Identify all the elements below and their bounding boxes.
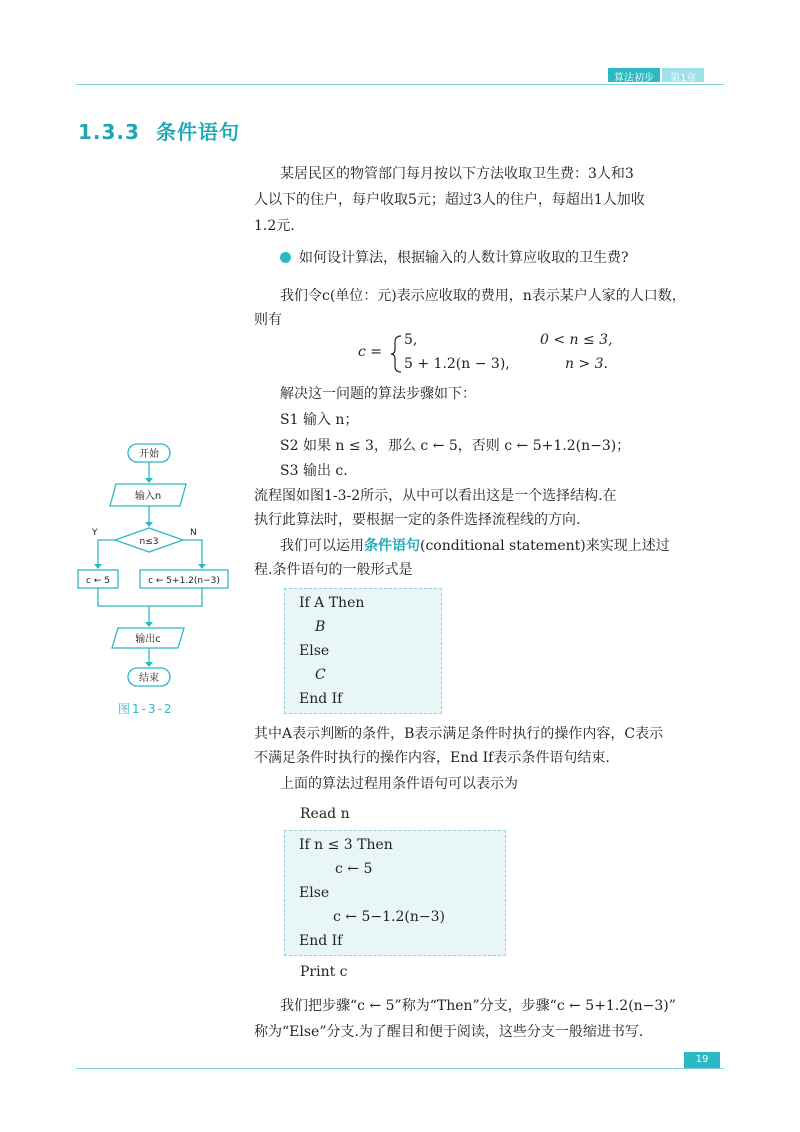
brace-icon bbox=[390, 334, 404, 374]
flowchart-no-label: N bbox=[190, 528, 197, 538]
question-text: 如何设计算法，根据输入的人数计算应收取的卫生费? bbox=[299, 250, 629, 266]
flowchart-yes-label: Y bbox=[92, 528, 98, 538]
code-line: End If bbox=[299, 691, 343, 707]
code-line: If n ≤ 3 Then bbox=[299, 837, 393, 853]
text-run: (conditional statement)来实现上述过 bbox=[420, 538, 670, 554]
code-line: End If bbox=[299, 933, 343, 949]
code-line: C bbox=[315, 667, 326, 683]
paragraph-line: 我们令c(单位：元)表示应收取的费用，n表示某户人家的人口数， bbox=[280, 288, 686, 304]
text-run: 我们可以运用 bbox=[280, 538, 364, 554]
paragraph-line: 其中A表示判断的条件，B表示满足条件时执行的操作内容，C表示 bbox=[254, 726, 664, 742]
paragraph-line: 人以下的住户，每户收取5元；超过3人的住户，每超出1人加收 bbox=[254, 192, 645, 208]
flowchart-input-label: 输入n bbox=[134, 491, 162, 502]
formula-case1-condition: 0 < n ≤ 3, bbox=[540, 332, 613, 348]
read-line: Read n bbox=[300, 806, 350, 822]
code-line: c ← 5 bbox=[335, 861, 373, 877]
paragraph-line: 则有 bbox=[254, 312, 282, 328]
formula-case1-value: 5, bbox=[404, 332, 418, 348]
flowchart-start-label: 开始 bbox=[139, 449, 159, 460]
paragraph-line: 执行此算法时，要根据一定的条件选择流程线的方向. bbox=[254, 512, 581, 528]
formula-lhs: c = bbox=[358, 344, 383, 360]
step-2: S2 如果 n ≤ 3，那么 c ← 5，否则 c ← 5+1.2(n−3)； bbox=[280, 438, 631, 454]
section-title bbox=[78, 116, 240, 145]
code-line: c ← 5−1.2(n−3) bbox=[333, 909, 445, 925]
formula-case2-value: 5 + 1.2(n − 3), bbox=[404, 356, 510, 372]
paragraph-line: 1.2元. bbox=[254, 218, 295, 234]
page-number: 19 bbox=[684, 1052, 720, 1068]
section-name: 条件语句 bbox=[155, 120, 240, 144]
flowchart-decision-label: n≤3 bbox=[139, 537, 159, 547]
paragraph-line: 程.条件语句的一般形式是 bbox=[254, 562, 413, 578]
step-1: S1 输入 n； bbox=[280, 412, 359, 428]
flowchart-end-label: 结束 bbox=[139, 673, 159, 684]
code-box-general bbox=[284, 588, 442, 714]
paragraph-line: 我们把步骤“c ← 5”称为“Then”分支，步骤“c ← 5+1.2(n−3)” bbox=[280, 998, 676, 1014]
step-3: S3 输出 c. bbox=[280, 463, 348, 479]
flowchart-yes-process-label: c ← 5 bbox=[86, 576, 110, 586]
formula-case2-condition: n > 3. bbox=[565, 356, 609, 372]
code-box-specific bbox=[284, 830, 506, 956]
paragraph-line: 不满足条件时执行的操作内容，End If表示条件语句结束. bbox=[254, 750, 610, 766]
code-line: B bbox=[315, 619, 326, 635]
paragraph-line bbox=[280, 534, 670, 559]
bullet-icon bbox=[280, 252, 291, 263]
chapter-number: 第1章 bbox=[662, 68, 704, 82]
header-rule bbox=[76, 84, 724, 85]
question-line bbox=[280, 246, 629, 271]
footer-rule bbox=[76, 1068, 724, 1069]
key-term: 条件语句 bbox=[364, 538, 420, 554]
print-line: Print c bbox=[300, 964, 348, 980]
flowchart-no-process-label: c ← 5+1.2(n−3) bbox=[148, 576, 220, 586]
flowchart bbox=[70, 440, 250, 695]
paragraph-line: 上面的算法过程用条件语句可以表示为 bbox=[280, 776, 518, 792]
paragraph-line: 流程图如图1-3-2所示，从中可以看出这是一个选择结构.在 bbox=[254, 488, 617, 504]
paragraph-line: 称为“Else”分支.为了醒目和便于阅读，这些分支一般缩进书写. bbox=[254, 1024, 644, 1040]
code-line: If A Then bbox=[299, 595, 365, 611]
chapter-header bbox=[608, 68, 704, 82]
figure-caption: 图1-3-2 bbox=[118, 702, 174, 716]
flowchart-output-label: 输出c bbox=[135, 634, 161, 645]
code-line: Else bbox=[299, 885, 330, 901]
paragraph-line: 某居民区的物管部门每月按以下方法收取卫生费：3人和3 bbox=[280, 166, 634, 182]
steps-intro: 解决这一问题的算法步骤如下： bbox=[280, 386, 476, 402]
chapter-title: 算法初步 bbox=[608, 68, 660, 82]
code-line: Else bbox=[299, 643, 330, 659]
section-number: 1.3.3 bbox=[78, 120, 140, 144]
